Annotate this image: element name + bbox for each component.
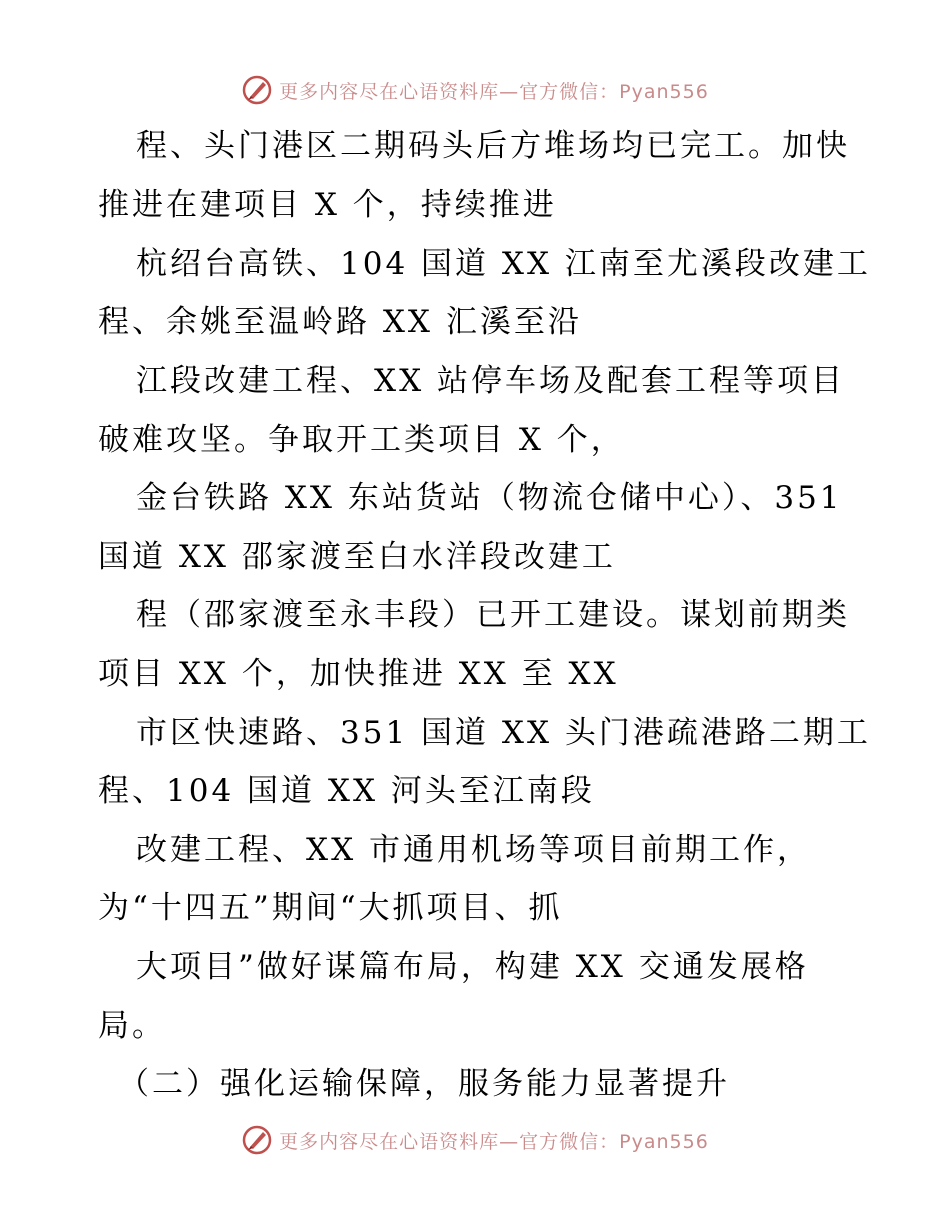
text-line: 项目 XX 个，加快推进 XX 至 XX	[98, 656, 619, 692]
text-line: 江段改建工程、XX 站停车场及配套工程等项目	[136, 363, 845, 399]
text-line: 市区快速路、351 国道 XX 头门港疏港路二期工	[136, 715, 871, 751]
text-line: 程（邵家渡至永丰段）已开工建设。谋划前期类	[136, 597, 850, 633]
text-line: 金台铁路 XX 东站货站（物流仓储中心）、351	[136, 480, 843, 516]
watermark-footer	[0, 1120, 950, 1160]
text-line: 大项目”做好谋篇布局，构建 XX 交通发展格	[136, 949, 809, 985]
watermark-text: 更多内容尽在心语资料库—官方微信：Pyan556	[279, 1130, 709, 1153]
quill-pen-logo-icon	[241, 1124, 273, 1156]
text-line: 改建工程、XX 市通用机场等项目前期工作，	[136, 832, 811, 868]
text-line: 推进在建项目 X 个，持续推进	[98, 187, 557, 223]
text-line: 为“十四五”期间“大抓项目、抓	[98, 890, 563, 926]
text-line: 程、余姚至温岭路 XX 汇溪至沿	[98, 304, 582, 340]
text-line: 程、104 国道 XX 河头至江南段	[98, 773, 595, 809]
quill-pen-logo-icon	[241, 74, 273, 106]
text-line: 国道 XX 邵家渡至白水洋段改建工	[98, 539, 616, 575]
text-line: 杭绍台高铁、104 国道 XX 江南至尤溪段改建工	[136, 246, 871, 282]
watermark-header	[0, 70, 950, 110]
text-line: 局。	[98, 1008, 166, 1044]
text-line: 破难攻坚。争取开工类项目 X 个，	[98, 422, 625, 458]
watermark-text: 更多内容尽在心语资料库—官方微信：Pyan556	[279, 80, 709, 103]
section-heading: （二）强化运输保障，服务能力显著提升	[118, 1066, 730, 1102]
text-line: 程、头门港区二期码头后方堆场均已完工。加快	[136, 128, 850, 164]
